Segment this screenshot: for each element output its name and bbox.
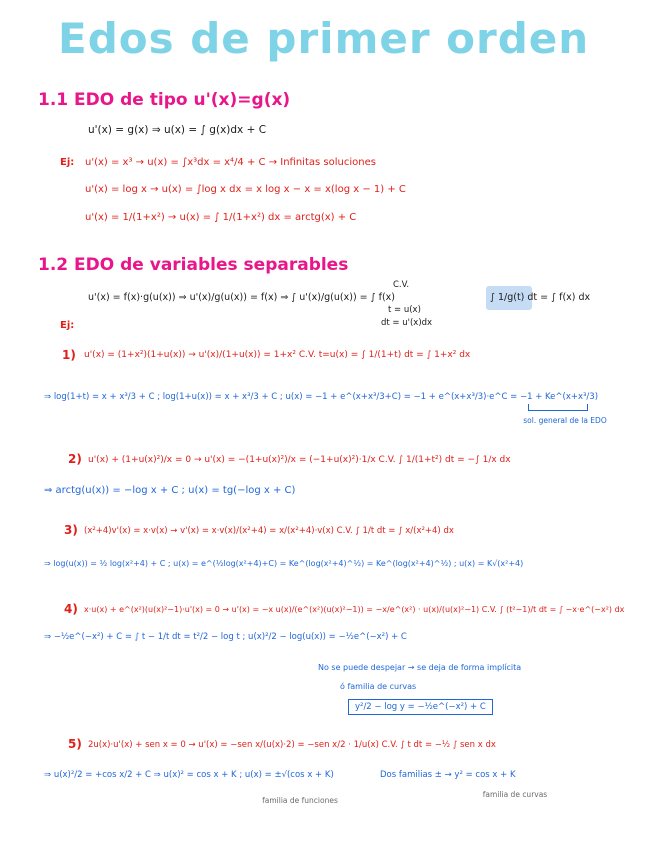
example-5-line-2: ⇒ u(x)²/2 = +cos x/2 + C ⇒ u(x)² = cos x + K ; u(x) = ±√(cos x + K): [44, 770, 334, 780]
section-1-1-heading: 1.1 EDO de tipo u'(x)=g(x): [38, 90, 291, 110]
example-1-number: 1): [62, 348, 76, 362]
s12-cv-differential: dt = u'(x)dx: [381, 318, 433, 328]
example-3-number: 3): [64, 523, 78, 537]
example-2-line-1: u'(x) + (1+u(x)²)/x = 0 → u'(x) = −(1+u(x)²)/x = (−1+u(x)²)·1/x C.V. ∫ 1/(1+t²) dt = −∫ 1/x dx: [88, 455, 511, 465]
example-4-line-2: ⇒ −½e^(−x²) + C = ∫ t − 1/t dt = t²/2 − log t ; u(x)²/2 − log(u(x)) = −½e^(−x²) + C: [44, 632, 407, 642]
section-1-2-heading: 1.2 EDO de variables separables: [38, 255, 349, 275]
example-5-line-1: 2u(x)·u'(x) + sen x = 0 → u'(x) = −sen x/(u(x)·2) = −sen x/2 · 1/u(x) C.V. ∫ t dt = −½ ∫ sen x dx: [88, 740, 496, 750]
example-4-line-1: x·u(x) + e^(x²)(u(x)²−1)·u'(x) = 0 → u'(x) = −x u(x)/(e^(x²)(u(x)²−1)) = −x/e^(x²) · u(x)/(u(x)²−1) C.V. ∫ (t²−1)/t dt = ∫ −x·e^(−x²) dx: [84, 605, 625, 614]
example-1-line-2: ⇒ log(1+t) = x + x³/3 + C ; log(1+u(x)) = x + x³/3 + C ; u(x) = −1 + e^(x+x³/3+C) = −1 + e^(x+x³/3)·e^C = −1 + Ke^(x+x³/3): [44, 392, 599, 402]
example-2-line-2: ⇒ arctg(u(x)) = −log x + C ; u(x) = tg(−log x + C): [44, 485, 296, 496]
page-title: Edos de primer orden: [58, 14, 590, 63]
example-1-line-1: u'(x) = (1+x²)(1+u(x)) → u'(x)/(1+u(x)) = 1+x² C.V. t=u(x) = ∫ 1/(1+t) dt = ∫ 1+x² dx: [84, 350, 471, 360]
example-5-note: Dos familias ± → y² = cos x + K: [380, 770, 516, 780]
s11-example-2: u'(x) = log x → u(x) = ∫log x dx = x log x − x = x(log x − 1) + C: [85, 184, 406, 195]
example-2-number: 2): [68, 452, 82, 466]
s11-example-1: u'(x) = x³ → u(x) = ∫x³dx = x⁴/4 + C → Infinitas soluciones: [85, 157, 376, 168]
example-3-line-1: (x²+4)v'(x) = x·v(x) → v'(x) = x·v(x)/(x²+4) = x/(x²+4)·v(x) C.V. ∫ 1/t dt = ∫ x/(x²+4) dx: [84, 526, 454, 536]
example-4-note-2: ó familia de curvas: [340, 682, 417, 691]
s12-result-formula: ∫ 1/g(t) dt = ∫ f(x) dx: [490, 292, 591, 303]
solution-brace: [528, 404, 588, 411]
s12-ej-label: Ej:: [60, 320, 75, 331]
s11-example-3: u'(x) = 1/(1+x²) → u(x) = ∫ 1/(1+x²) dx = arctg(x) + C: [85, 212, 357, 223]
s12-cv-label: C.V.: [393, 280, 410, 290]
s11-general-formula: u'(x) = g(x) ⇒ u(x) = ∫ g(x)dx + C: [88, 124, 267, 136]
s11-ej-label: Ej:: [60, 157, 75, 168]
family-of-curves-note: familia de curvas: [482, 790, 548, 799]
s12-cv-substitution: t = u(x): [388, 305, 421, 315]
example-5-number: 5): [68, 737, 82, 751]
example-1-note: sol. general de la EDO: [523, 416, 607, 425]
example-4-boxed-result: y²/2 − log y = −½e^(−x²) + C: [348, 699, 493, 715]
example-3-line-2: ⇒ log(u(x)) = ½ log(x²+4) + C ; u(x) = e^(½log(x²+4)+C) = Ke^(log(x²+4)^½) = Ke^(log(x²+4)^½) ; u(x) = K√(x²+4): [44, 559, 524, 568]
example-4-note-1: No se puede despejar → se deja de forma implícita: [318, 663, 522, 672]
family-of-functions-note: familia de funciones: [262, 796, 338, 805]
s12-general-formula: u'(x) = f(x)·g(u(x)) ⇒ u'(x)/g(u(x)) = f(x) ⇒ ∫ u'(x)/g(u(x)) = ∫ f(x): [88, 292, 395, 303]
example-4-number: 4): [64, 602, 78, 616]
